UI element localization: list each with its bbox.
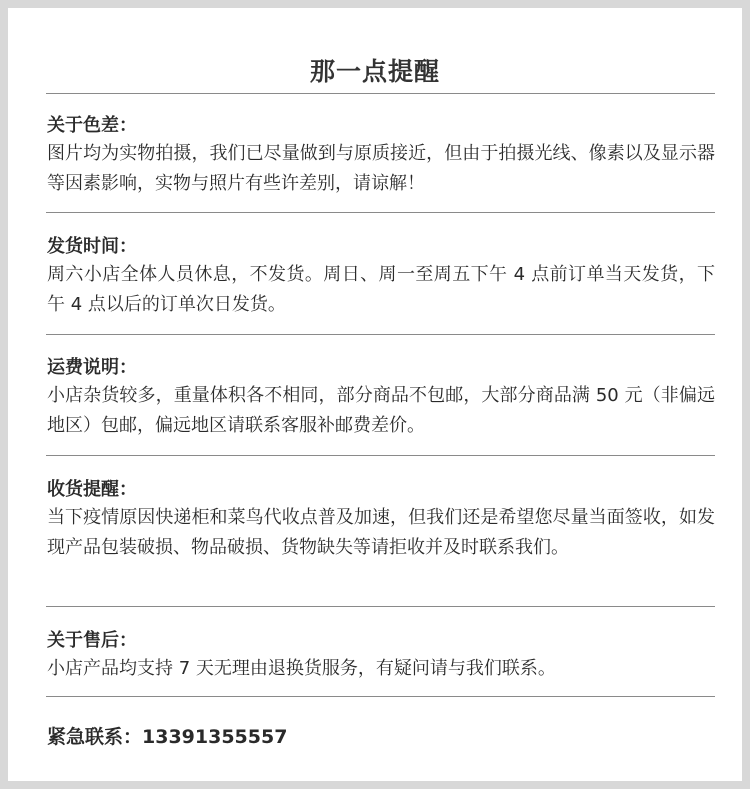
section-heading: 收货提醒： [47,479,137,500]
divider [46,93,715,94]
section-body: 周六小店全体人员休息，不发货。周日、周一至周五下午 4 点前订单当天发货，下午 4 点以后的订单次日发货。 [47,264,715,315]
section-body: 图片均为实物拍摄，我们已尽量做到与原质接近，但由于拍摄光线、像素以及显示器等因素影响，实物与照片有些许差别，请谅解！ [47,143,715,194]
page-title: 那一点提醒 [309,57,440,86]
section-shipping-fee [47,355,715,441]
section-body: 当下疫情原因快递柜和菜鸟代收点普及加速，但我们还是希望您尽量当面签收，如发现产品包装破损、物品破损、货物缺失等请拒收并及时联系我们。 [47,507,715,558]
section-heading: 关于色差： [47,115,137,136]
section-heading: 运费说明： [47,357,137,378]
section-body: 小店杂货较多，重量体积各不相同，部分商品不包邮，大部分商品满 50 元（非偏远地区）包邮，偏远地区请联系客服补邮费差价。 [47,385,715,436]
divider [46,334,715,335]
section-receiving-reminder [47,477,715,563]
divider [46,606,715,607]
emergency-contact: 紧急联系：13391355557 [47,726,288,748]
section-after-sales [47,628,715,684]
divider [46,212,715,213]
section-shipping-time [47,234,715,320]
divider [46,696,715,697]
reminder-card [8,8,742,781]
section-color-difference [47,113,715,199]
section-heading: 关于售后： [47,630,137,651]
section-body: 小店产品均支持 7 天无理由退换货服务，有疑问请与我们联系。 [47,658,556,679]
section-heading: 发货时间： [47,236,137,257]
divider [46,455,715,456]
